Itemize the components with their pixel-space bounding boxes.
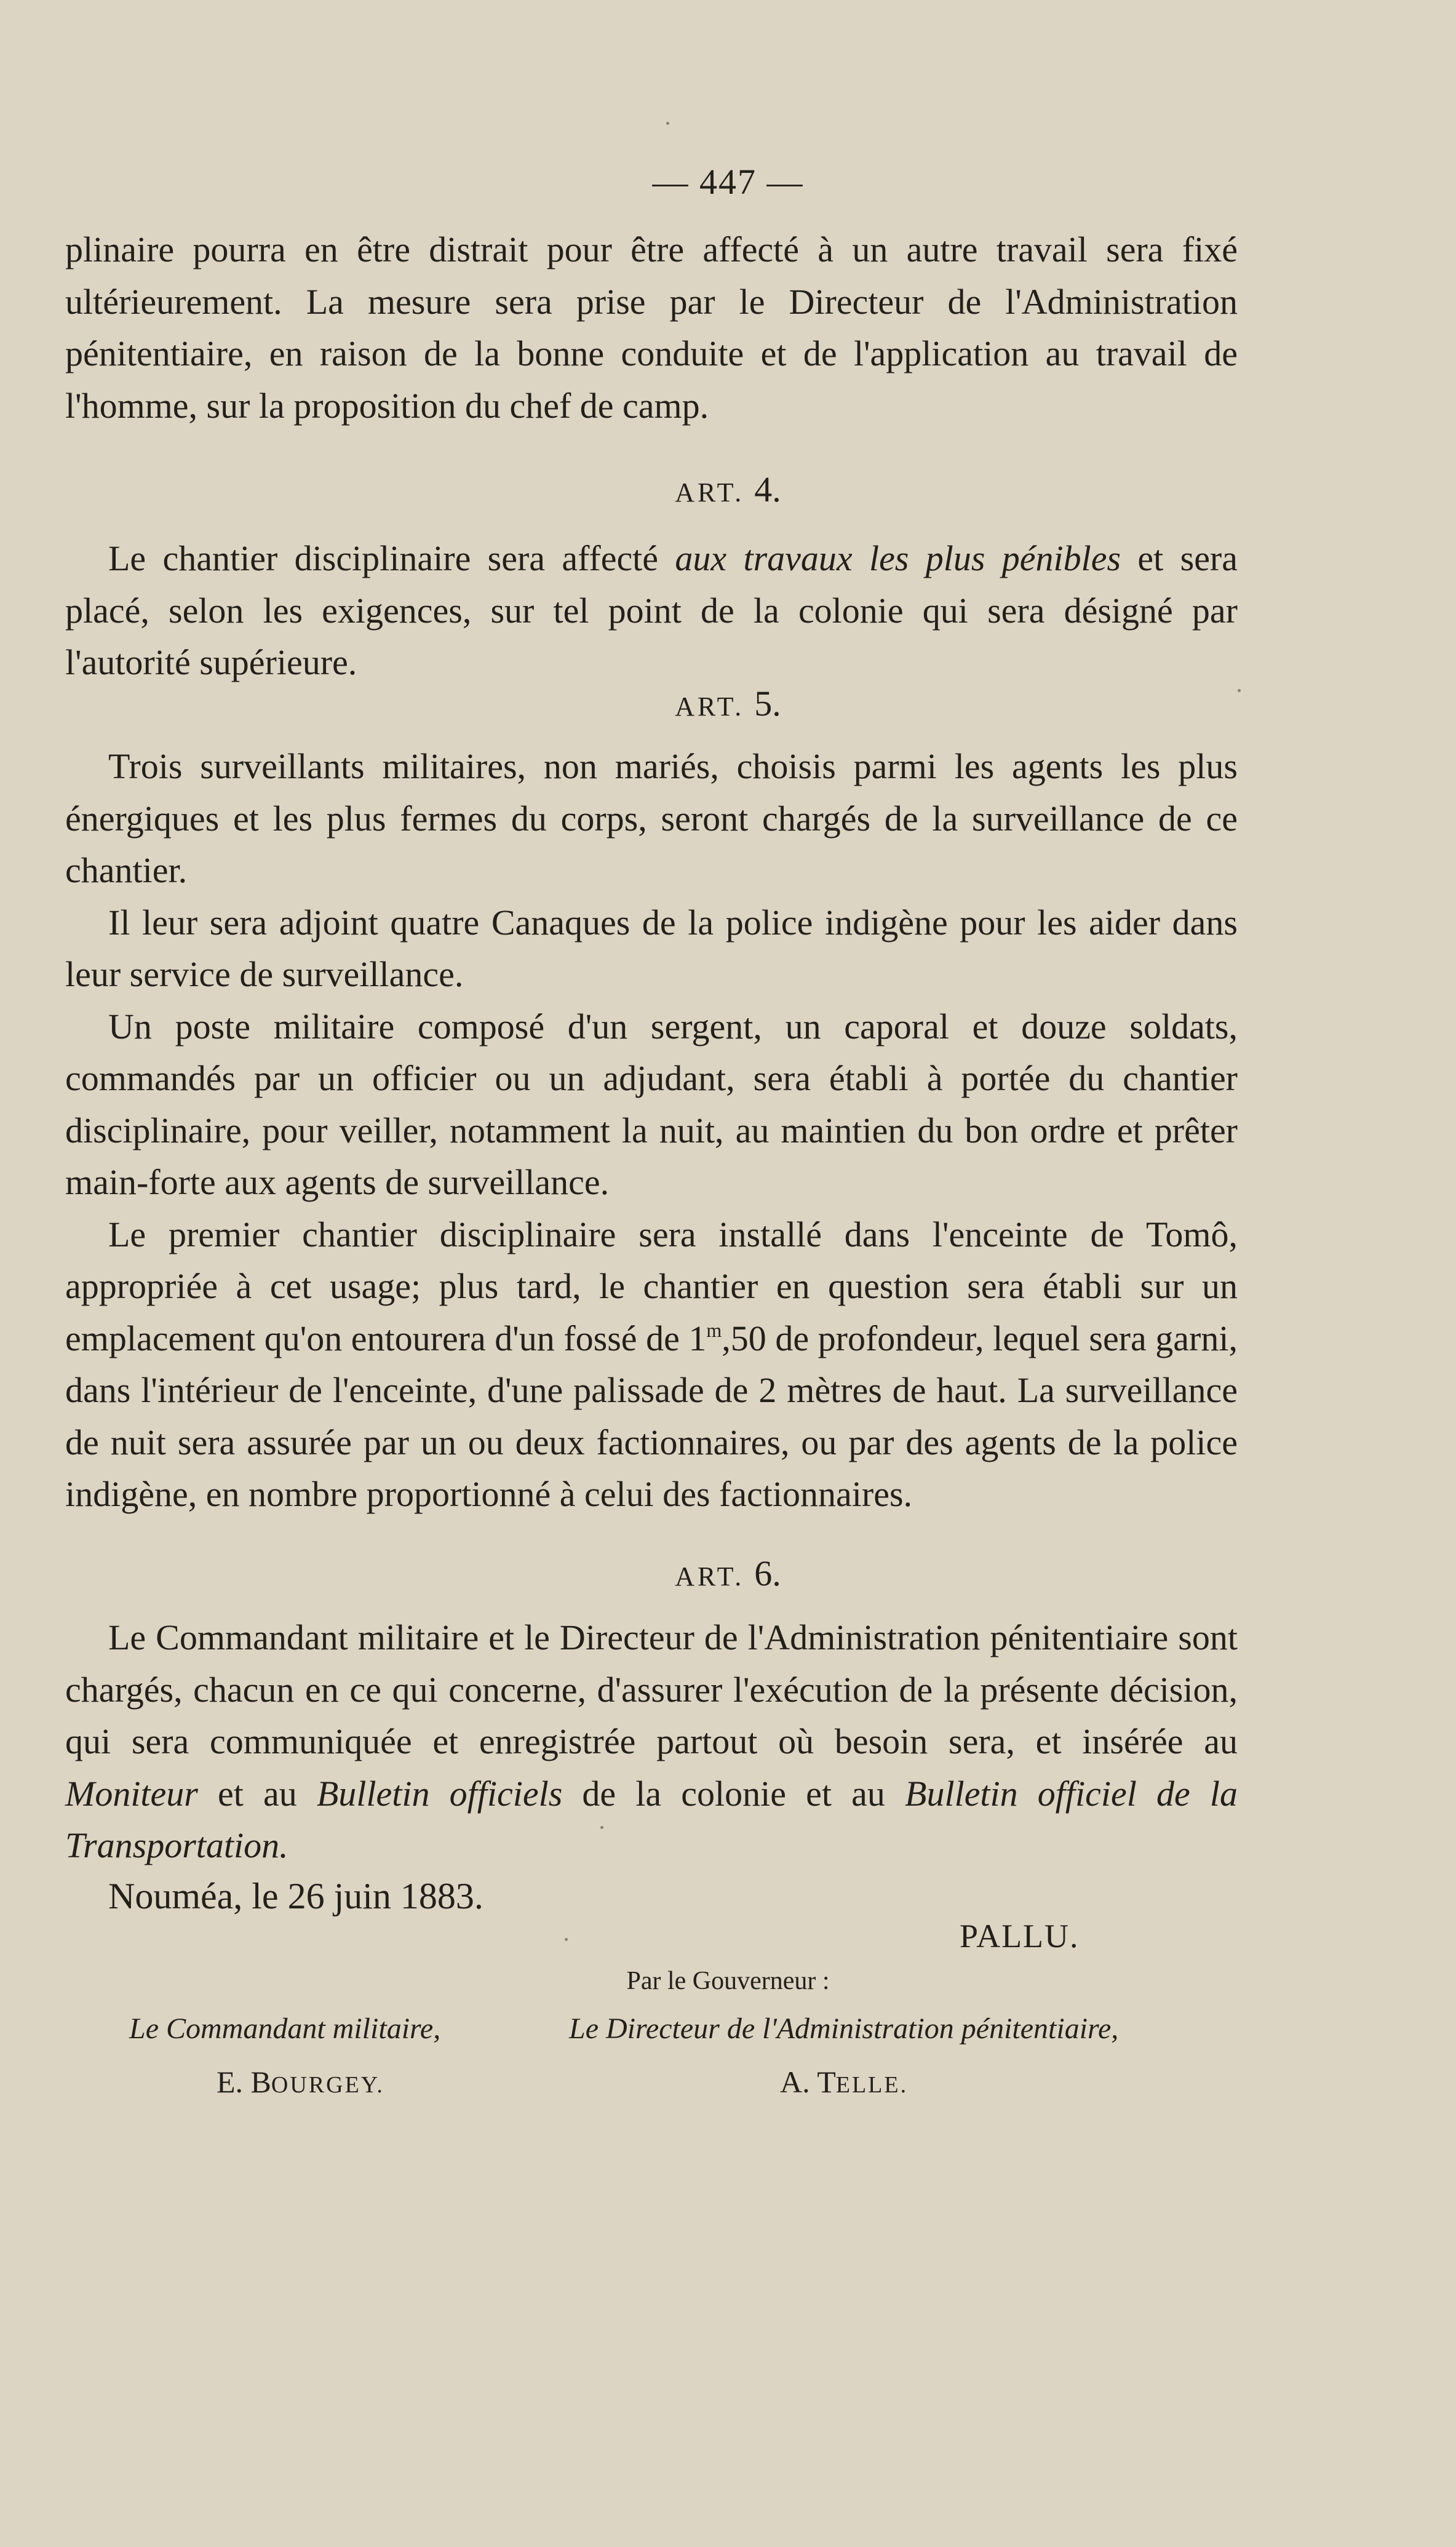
bulletin-officiels-title: Bulletin officiels — [316, 1773, 563, 1814]
article-4-body — [65, 533, 1238, 689]
article-4-text-before: Le chantier disciplinaire sera affecté — [108, 538, 675, 578]
article-6-paragraph — [65, 1612, 1238, 1872]
article-4-paragraph — [65, 533, 1238, 689]
article-5-p4-before: Le premier chantier disciplinaire sera installé dans l'enceinte de Tomô, appropriée à cet usage; plus tard, le chantier en question sera établi sur un emplacement qu'on entourera d'un fossé de 1 — [65, 1214, 1238, 1358]
paper-speck — [600, 1826, 603, 1829]
paper-speck — [565, 1938, 568, 1941]
continuation-paragraph: plinaire pourra en être distrait pour être affecté à un autre travail sera fixé ultérieurement. La mesure sera prise par le Directeur de l'Administration pénitentiaire, en raison de la bonne conduite et de l'application au travail de l'homme, sur la proposition du chef de camp. — [65, 229, 1238, 426]
paper-speck — [1238, 689, 1241, 692]
bulletin-transportation-title: Bulletin officiel de la Transportation. — [65, 1773, 1238, 1865]
left-name-rest: OURGEY. — [271, 2072, 384, 2098]
article-6-number: 6. — [754, 1553, 781, 1593]
article-6-text-c: de la colonie et au — [562, 1773, 905, 1814]
article-5-number: 5. — [754, 684, 781, 723]
article-4-text-after: et sera placé, selon les exigences, sur tel point de la colonie qui sera désigné par l'autorité supérieure. — [65, 538, 1238, 682]
article-5-paragraph-2: Il leur sera adjoint quatre Canaques de la police indigène pour les aider dans leur service de surveillance. — [65, 902, 1238, 994]
metre-superscript: m — [706, 1318, 722, 1341]
article-5-paragraph-1: Trois surveillants militaires, non mariés, choisis parmi les agents les plus énergiques et les plus fermes du corps, seront chargés de la surveillance de ce chantier. — [65, 746, 1238, 890]
continuation-paragraph-block — [65, 224, 1238, 432]
right-signatory-name — [780, 2064, 908, 2100]
article-5-label: ART. — [675, 692, 745, 722]
right-name-rest: ELLE. — [835, 2072, 909, 2098]
date-line: Nouméa, le 26 juin 1883. — [108, 1876, 483, 1916]
article-5-paragraph-3: Un poste militaire composé d'un sergent, un caporal et douze soldats, commandés par un officier ou un adjudant, sera établi à portée du chantier disciplinaire, pour veiller, notamment la nuit, au maintien du bon ordre et prêter main-forte aux agents de surveillance. — [65, 1006, 1238, 1202]
article-5-body — [65, 741, 1238, 1521]
governor-signature: PALLU. — [960, 1918, 1080, 1955]
left-signatory-name — [217, 2064, 384, 2100]
paper-speck — [666, 122, 669, 125]
left-name-initial: E. B — [217, 2065, 271, 2099]
article-6-text-a: Le Commandant militaire et le Directeur de l'Administration pénitentiaire sont chargés, chacun en ce qui concerne, d'assurer l'exécution de la présente décision, qui sera communiquée et enregistrée partout où besoin sera, et insérée au — [65, 1617, 1238, 1761]
left-signatory-title: Le Commandant militaire, — [129, 2012, 441, 2045]
right-signatory-title: Le Directeur de l'Administration pénitentiaire, — [569, 2012, 1119, 2045]
moniteur-title: Moniteur — [65, 1773, 198, 1814]
article-4-emphasis: aux travaux les plus pénibles — [675, 538, 1121, 578]
article-6-label: ART. — [675, 1561, 745, 1592]
article-6-body — [65, 1612, 1238, 1872]
article-4-number: 4. — [754, 469, 781, 509]
article-5-paragraph-4 — [65, 1209, 1238, 1521]
article-4-label: ART. — [675, 477, 745, 508]
article-5-p4-after: ,50 de profondeur, lequel sera garni, dans l'intérieur de l'enceinte, d'une palissade de 2 mètres de haut. La surveillance de nuit sera assurée par un ou deux factionnaires, ou par des agents de la police indigène, en nombre proportionné à celui des factionnaires. — [65, 1318, 1238, 1514]
page-number: — 447 — — [652, 162, 804, 202]
article-6-text-b: et au — [197, 1773, 317, 1814]
article-6-heading — [0, 1553, 1456, 1594]
right-name-initial: A. T — [780, 2065, 836, 2099]
article-4-heading — [0, 469, 1456, 510]
par-le-gouverneur: Par le Gouverneur : — [626, 1967, 830, 1995]
